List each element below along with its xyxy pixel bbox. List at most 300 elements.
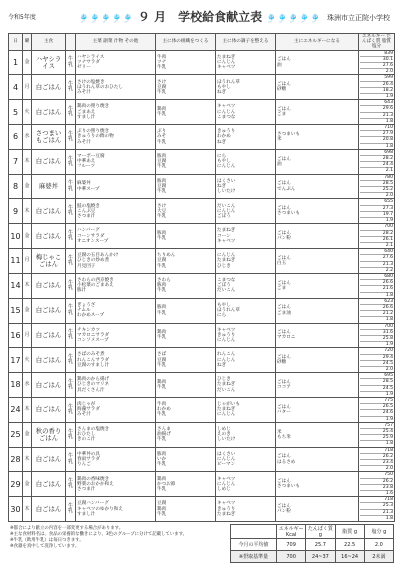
summary-std-value: 2未満: [364, 551, 393, 563]
ingredient: 鶏肉: [157, 506, 167, 512]
dish-name: れんこんサラダ: [77, 357, 110, 363]
ingredient: 豆腐: [157, 258, 167, 264]
ingredient: ごはん: [277, 280, 291, 286]
dishes-cell: [76, 50, 156, 75]
milk-cell: 牛乳: [66, 497, 76, 522]
header-nutrition: エネルギー たんぱく質 脂質 塩分: [359, 34, 395, 51]
dishes-cell: [76, 472, 156, 497]
ingredient: 豆腐: [157, 501, 167, 507]
dish-name: コンソメスープ: [77, 338, 109, 344]
nutrition-value: 640: [360, 249, 393, 255]
dish-name: 中華丼の具: [77, 451, 100, 457]
dishes-cell: [76, 447, 156, 472]
ingredient: だいこん: [217, 288, 236, 294]
nutrition-cell: [359, 447, 395, 472]
dish-name: ほうれん草のおひたし: [77, 84, 123, 90]
ingredient: ピーマン: [217, 462, 236, 468]
dish-name: ナムル: [77, 308, 91, 314]
ingredient: ごぼう: [217, 213, 231, 219]
ingredient: 牛乳: [157, 288, 167, 294]
yellow-group-cell: [276, 75, 359, 100]
menu-row: [9, 149, 395, 174]
ingredient: ごはん: [277, 82, 291, 88]
ingredient: 油揚げ: [157, 432, 171, 438]
ingredient: 牛乳: [157, 385, 167, 391]
note-line: ※都合により献立の内容を一部変更する場合があります。: [10, 526, 124, 531]
ingredient: 牛乳: [157, 511, 167, 517]
dish-name: 春雨サラダ: [77, 456, 100, 462]
title-text: ９ 月 学校給食献立表: [137, 10, 263, 24]
menu-row: [9, 323, 395, 348]
ingredient: こまつな: [217, 114, 236, 120]
ingredient: にんじん: [217, 253, 236, 259]
ingredient: さつまいも: [277, 211, 300, 217]
ingredient: みそ: [157, 134, 167, 140]
green-group-cell: [216, 397, 276, 422]
nutrition-value: 2.2: [385, 267, 393, 273]
yellow-group-cell: [276, 447, 359, 472]
dish-name: さんまの塩焼き: [77, 426, 110, 432]
dish-name: きゅうりの酢の物: [77, 134, 114, 140]
notes: [10, 526, 230, 550]
dish-name: さつま汁: [77, 213, 96, 219]
ingredient: 油: [277, 62, 282, 68]
dishes-cell: [76, 199, 156, 224]
nutrition-value: 26.5: [360, 404, 393, 410]
ingredient: ココア: [277, 385, 291, 391]
dish-name: ハヤシライス: [77, 54, 105, 60]
weekday-cell: 木: [23, 199, 32, 224]
staple-cell: 白ごはん: [32, 298, 66, 323]
nutrition-value: 26.6: [360, 280, 393, 286]
nutrition-value: 2.1: [385, 242, 393, 248]
milk-cell: 牛乳: [66, 125, 76, 150]
weekday-cell: 月: [23, 75, 32, 100]
ingredient: ごぼう: [217, 283, 231, 289]
note-line: ※食器を真中して洗浄しています。: [10, 544, 80, 549]
nutrition-value: 20.8: [360, 137, 393, 143]
summary-header: 塩分 g: [364, 525, 393, 539]
ingredient: 牛肉: [157, 402, 167, 408]
dishes-cell: [76, 249, 156, 274]
green-group-cell: [216, 224, 276, 249]
yellow-group-cell: [276, 249, 359, 274]
nutrition-value: 1.8: [385, 143, 393, 149]
red-group-cell: [156, 75, 216, 100]
ingredient: ごはん: [277, 330, 291, 336]
dish-name: 中華あえ: [77, 159, 96, 165]
staple-cell: 白ごはん: [32, 472, 66, 497]
menu-row: [9, 100, 395, 125]
nutrition-cell: [359, 397, 395, 422]
nutrition-value: 27.6: [360, 63, 393, 69]
day-cell: 29: [9, 472, 23, 497]
milk-cell: 牛乳: [66, 249, 76, 274]
menu-row: [9, 298, 395, 323]
nutrition-value: 31.6: [360, 330, 393, 336]
nutrition-value: 24.4: [360, 162, 393, 168]
dishes-cell: [76, 323, 156, 348]
weekday-cell: 木: [23, 397, 32, 422]
yellow-group-cell: [276, 273, 359, 298]
ingredient: マカロニ: [277, 335, 296, 341]
ingredient: はくさい: [217, 178, 236, 184]
nutrition-value: 2.0: [385, 69, 393, 75]
dish-name: おひたし: [77, 432, 96, 438]
summary-avg-label: 今月の平均値: [231, 539, 277, 551]
ingredient: ちりめん: [157, 253, 176, 259]
dish-name: ひじきの炒め煮: [77, 258, 110, 264]
nutrition-value: 26.2: [360, 454, 393, 460]
school-name: 珠洲市立正院小学校: [327, 14, 390, 22]
nutrition-value: 28.2: [360, 156, 393, 162]
ingredient: れんこん: [217, 352, 236, 358]
nutrition-value: 780: [360, 175, 393, 181]
yellow-group-cell: [276, 323, 359, 348]
yellow-group-cell: [276, 472, 359, 497]
ingredient: もやし: [217, 159, 231, 165]
fiscal-year: 令和5年度: [8, 14, 36, 21]
summary-avg-value: 709: [277, 539, 306, 551]
ingredient: 砂糖: [277, 87, 287, 93]
menu-row: [9, 472, 395, 497]
yellow-group-cell: [276, 497, 359, 522]
dish-name: コーンサラダ: [77, 233, 105, 239]
milk-cell: 牛乳: [66, 323, 76, 348]
ingredient: 豚肉: [157, 451, 167, 457]
milk-cell: 牛乳: [66, 447, 76, 472]
yellow-group-cell: [276, 100, 359, 125]
nutrition-value: 27.6: [360, 255, 393, 261]
day-cell: 6: [9, 125, 23, 150]
staple-cell: 白ごはん: [32, 224, 66, 249]
nutrition-cell: [359, 249, 395, 274]
dish-name: チキンカツ: [77, 327, 100, 333]
header-red: 主に体の組織をつくる: [156, 34, 216, 51]
dishes-cell: [76, 298, 156, 323]
ingredient: たまねぎ: [217, 54, 236, 60]
milk-cell: 牛乳: [66, 100, 76, 125]
nutrition-value: 1.9: [385, 416, 393, 422]
ingredient: にんじん: [217, 412, 236, 418]
ingredient: もやし: [217, 302, 231, 308]
yellow-group-cell: [276, 224, 359, 249]
ingredient: キャベツ: [217, 327, 236, 333]
dish-name: ゼリー: [77, 65, 91, 71]
ingredient: 牛乳: [157, 263, 167, 269]
ingredient: ねぎ: [217, 139, 227, 145]
staple-cell: 白ごはん: [32, 75, 66, 100]
nutrition-value: 839: [360, 51, 393, 57]
header-dishes: 主菜 副菜 汁物 その他: [76, 34, 156, 51]
note-line: ※主な食材料名は、食品の栄養的な働きにより、3色のグループに分けて記載しています。: [10, 532, 188, 537]
ingredient: 牛乳: [157, 362, 167, 368]
weekday-cell: 水: [23, 373, 32, 398]
nutrition-value: 28.5: [360, 181, 393, 187]
green-group-cell: [216, 447, 276, 472]
day-cell: 18: [9, 373, 23, 398]
ingredient: たまねぎ: [217, 511, 236, 517]
nutrition-cell: [359, 125, 395, 150]
ingredient: 砂糖: [277, 360, 287, 366]
nutrition-value: 623: [360, 299, 393, 305]
nutrition-value: 655: [360, 199, 393, 205]
header-staple: 主食: [32, 34, 66, 51]
ingredient: ごはん: [277, 106, 291, 112]
day-cell: 30: [9, 497, 23, 522]
staple-cell: 白ごはん: [32, 100, 66, 125]
green-group-cell: [216, 125, 276, 150]
ingredient: だいこん: [217, 387, 236, 393]
staple-cell: ハヤシライス: [32, 50, 66, 75]
ingredient: 白玉: [277, 261, 287, 267]
dish-name: キャベツのゆかり和え: [77, 506, 123, 512]
ingredient: にんじん: [217, 456, 236, 462]
day-cell: 14: [9, 273, 23, 298]
dishes-cell: [76, 149, 156, 174]
ingredient: ひじき: [217, 377, 231, 383]
summary-std-value: 16~24: [335, 551, 364, 563]
dish-name: 鶏肉のから揚げ: [77, 377, 110, 383]
menu-row: [9, 249, 395, 274]
ingredient: 豚肉: [157, 283, 167, 289]
ingredient: ごはん: [277, 379, 291, 385]
ingredient: じゃがいも: [217, 402, 240, 408]
dish-name: マーボー豆腐: [77, 153, 105, 159]
red-group-cell: [156, 472, 216, 497]
ingredient: ごはん: [277, 503, 291, 509]
nutrition-value: 775: [360, 398, 393, 404]
ingredient: たまねぎ: [217, 258, 236, 264]
header-milk: [66, 34, 76, 51]
nutrition-value: 1.8: [385, 441, 393, 447]
nutrition-value: 1.6: [385, 491, 393, 497]
nutrition-value: 24.5: [360, 361, 393, 367]
milk-cell: 牛乳: [66, 149, 76, 174]
nutrition-value: 26.1: [360, 237, 393, 243]
staple-cell: 白ごはん: [32, 373, 66, 398]
menu-row: [9, 422, 395, 447]
dish-name: 月見団子: [77, 263, 96, 269]
day-cell: 15: [9, 298, 23, 323]
nutrition-value: 718: [360, 497, 393, 503]
milk-cell: 牛乳: [66, 224, 76, 249]
day-cell: 24: [9, 397, 23, 422]
day-cell: 10: [9, 224, 23, 249]
red-group-cell: [156, 249, 216, 274]
nutrition-value: 26.6: [360, 305, 393, 311]
ingredient: 牛乳: [157, 486, 167, 492]
dish-name: ツナサラダ: [77, 59, 100, 65]
ingredient: 大豆: [157, 208, 167, 214]
ingredient: こまつな: [217, 278, 236, 284]
ingredient: キャベツ: [217, 501, 236, 507]
yellow-group-cell: [276, 199, 359, 224]
nutrition-cell: [359, 373, 395, 398]
weekday-cell: 火: [23, 100, 32, 125]
day-cell: 28: [9, 447, 23, 472]
ingredient: はくさい: [217, 451, 236, 457]
ingredient: しめじ: [217, 426, 231, 432]
weekday-cell: 水: [23, 125, 32, 150]
summary-blank: [231, 525, 277, 539]
day-cell: 25: [9, 422, 23, 447]
dish-name: みそ汁: [77, 89, 91, 95]
dish-name: ぶりの照り焼き: [77, 129, 110, 135]
ingredient: しいたけ: [217, 437, 236, 443]
ingredient: ほうれん草: [217, 79, 240, 85]
milk-cell: 牛乳: [66, 75, 76, 100]
nutrition-value: 28.5: [360, 379, 393, 385]
weekday-cell: 金: [23, 224, 32, 249]
ingredient: ごま: [277, 285, 287, 291]
nutrition-value: 680: [360, 274, 393, 280]
day-cell: 5: [9, 100, 23, 125]
dish-name: 中華スープ: [77, 186, 100, 192]
ingredient: 牛乳: [157, 462, 167, 468]
dish-name: 豆腐のすまし汁: [77, 362, 110, 368]
ingredient: にんじん: [217, 208, 236, 214]
ingredient: にんじん: [217, 59, 236, 65]
nutrition-cell: [359, 273, 395, 298]
ingredient: たまねぎ: [217, 382, 236, 388]
ingredient: 牛肉: [157, 54, 167, 60]
yellow-group-cell: [276, 50, 359, 75]
green-group-cell: [216, 373, 276, 398]
red-group-cell: [156, 273, 216, 298]
nutrition-value: 23.8: [360, 485, 393, 491]
milk-cell: 牛乳: [66, 298, 76, 323]
dish-name: 海藻サラダ: [77, 407, 100, 413]
menu-row: [9, 125, 395, 150]
ingredient: にんじん: [217, 338, 236, 344]
nutrition-cell: [359, 348, 395, 373]
weekday-cell: 月: [23, 249, 32, 274]
day-cell: 4: [9, 75, 23, 100]
nutrition-value: 757: [360, 423, 393, 429]
nutrition-cell: [359, 224, 395, 249]
nutrition-value: 695: [360, 373, 393, 379]
ingredient: 牛乳: [157, 335, 167, 341]
weekday-cell: 金: [23, 422, 32, 447]
red-group-cell: [156, 125, 216, 150]
ingredient: たまねぎ: [217, 228, 236, 234]
nutrition-value: 1.8: [385, 317, 393, 323]
ingredient: キャベツ: [217, 65, 236, 71]
nutrition-value: 18.2: [360, 88, 393, 94]
ingredient: パン粉: [277, 236, 291, 242]
nutrition-value: 718: [360, 448, 393, 454]
nutrition-cell: [359, 174, 395, 199]
green-group-cell: [216, 273, 276, 298]
nutrition-value: 27.9: [360, 131, 393, 137]
nutrition-cell: [359, 100, 395, 125]
nutrition-value: 30.1: [360, 57, 393, 63]
nutrition-value: 25.8: [360, 336, 393, 342]
red-group-cell: [156, 149, 216, 174]
ingredient: さけ: [157, 79, 167, 85]
ingredient: コーン: [217, 233, 231, 239]
nutrition-cell: [359, 199, 395, 224]
decoration-right: 🎐🎐🎐🎐🎐: [266, 14, 322, 23]
ingredient: にら: [217, 153, 227, 159]
nutrition-value: 1.9: [385, 218, 393, 224]
nutrition-value: 698: [360, 150, 393, 156]
ingredient: ねぎ: [217, 183, 227, 189]
nutrition-value: 21.3: [360, 113, 393, 119]
ingredient: もち米: [277, 434, 291, 440]
ingredient: いか: [157, 456, 167, 462]
red-group-cell: [156, 199, 216, 224]
ingredient: 米: [277, 429, 282, 435]
ingredient: にんじん: [217, 481, 236, 487]
dish-name: 麻婆丼: [77, 181, 91, 187]
summary-header: エネルギー Kcal: [277, 525, 306, 539]
nutrition-value: 27.3: [360, 206, 393, 212]
ingredient: キャベツ: [217, 476, 236, 482]
dish-name: ハンバーグ: [77, 228, 100, 234]
ingredient: ごはん: [277, 355, 291, 361]
ingredient: ぶり: [157, 129, 167, 135]
summary-header: たんぱく質 g: [306, 525, 335, 539]
ingredient: ほうれん草: [217, 308, 240, 314]
dishes-cell: [76, 422, 156, 447]
nutrition-cell: [359, 298, 395, 323]
nutrition-value: 710: [360, 125, 393, 131]
green-group-cell: [216, 174, 276, 199]
weekday-cell: 月: [23, 323, 32, 348]
red-group-cell: [156, 298, 216, 323]
nutrition-value: 2.0: [385, 366, 393, 372]
red-group-cell: [156, 348, 216, 373]
ingredient: しめじ: [217, 486, 231, 492]
ingredient: でんぷん: [277, 186, 296, 192]
green-group-cell: [216, 497, 276, 522]
dish-name: 小松菜のごまあえ: [77, 283, 114, 289]
ingredient: 牛乳: [157, 437, 167, 443]
day-cell: 16: [9, 323, 23, 348]
menu-row: [9, 50, 395, 75]
weekday-cell: 金: [23, 472, 32, 497]
staple-cell: 白ごはん: [32, 273, 66, 298]
dishes-cell: [76, 348, 156, 373]
dish-name: こんぶ豆: [77, 208, 96, 214]
nutrition-value: 700: [360, 224, 393, 230]
ingredient: ごはん: [277, 181, 291, 187]
nutrition-value: 720: [360, 348, 393, 354]
nutrition-value: 26.2: [360, 479, 393, 485]
yellow-group-cell: [276, 125, 359, 150]
ingredient: たまねぎ: [217, 407, 236, 413]
ingredient: 油: [277, 161, 282, 167]
nutrition-cell: [359, 50, 395, 75]
ingredient: 豆腐: [157, 183, 167, 189]
dishes-cell: [76, 125, 156, 150]
nutrition-cell: [359, 75, 395, 100]
red-group-cell: [156, 50, 216, 75]
dish-name: すまし汁: [77, 511, 96, 517]
nutrition-value: 25.9: [360, 435, 393, 441]
ingredient: 鶏肉: [157, 379, 167, 385]
red-group-cell: [156, 497, 216, 522]
staple-cell: 梅じゃこごはん: [32, 249, 66, 274]
ingredient: さわら: [157, 278, 171, 284]
red-group-cell: [156, 100, 216, 125]
green-group-cell: [216, 472, 276, 497]
yellow-group-cell: [276, 298, 359, 323]
dish-name: ひじきのマリネ: [77, 382, 110, 388]
ingredient: 豆腐: [157, 357, 167, 363]
